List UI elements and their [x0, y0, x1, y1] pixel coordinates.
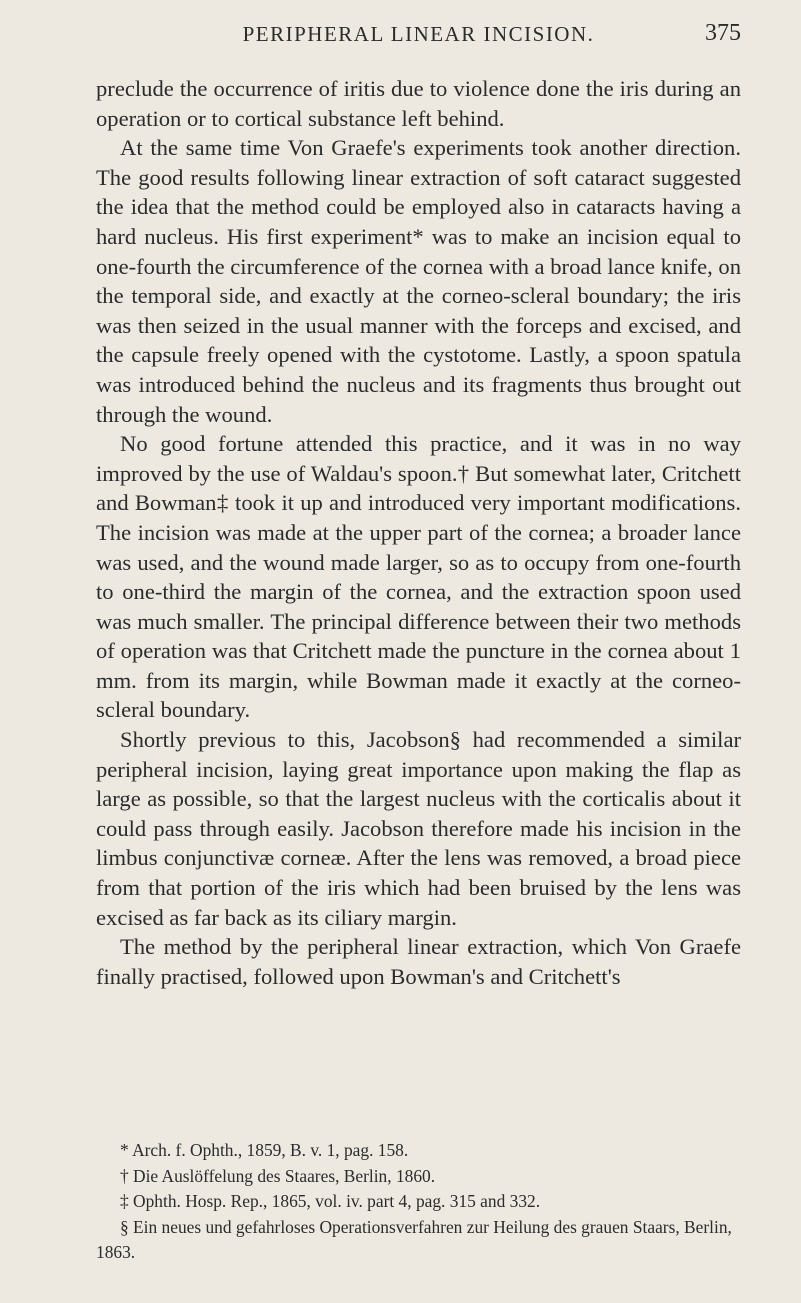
paragraph-critchett-bowman: No good fortune attended this practice, and it was in no way improved by the use of Waldau's spoon.† But somewhat later, Critchett and Bowman‡ took it up and introduced very important modifications. The incision was made at the upper part of the cornea; a broader lance was used, and the wound made larger, so as to occupy from one-fourth to one-third the margin of the cornea, and the extraction spoon used was much smaller. The principal difference between their two methods of operation was that Critchett made the puncture in the cornea about 1 mm. from its margin, while Bowman made it exactly at the corneo-scleral boundary.	[96, 431, 741, 723]
running-title: PERIPHERAL LINEAR INCISION.	[242, 22, 595, 46]
body-text	[96, 74, 741, 991]
paragraph-jacobson: Shortly previous to this, Jacobson§ had recommended a similar peripheral incision, laying great importance upon making the flap as large as possible, so that the largest nucleus with the corticalis about it could pass through easily. Jacobson therefore made his incision in the limbus conjunctivæ corneæ. After the lens was removed, a broad piece from that portion of the iris which had been bruised by the lens was excised as far back as its ciliary margin.	[96, 727, 741, 930]
page-number: 375	[705, 20, 741, 46]
paragraph-continuation: preclude the occurrence of iritis due to violence done the iris during an operation or to cortical substance left behind.	[96, 76, 741, 131]
running-header	[96, 20, 741, 54]
paragraph-von-graefe: At the same time Von Graefe's experiments took another direction. The good results following linear extraction of soft cataract suggested the idea that the method could be employed also in cataracts having a hard nucleus. His first experiment* was to make an incision equal to one-fourth the circumference of the cornea with a broad lance knife, on the temporal side, and exactly at the corneo-scleral boundary; the iris was then seized in the usual manner with the forceps and excised, and the capsule freely opened with the cystotome. Lastly, a spoon spatula was introduced behind the nucleus and its fragments thus brought out through the wound.	[96, 135, 741, 427]
footnote-4: § Ein neues und gefahrloses Operationsverfahren zur Heilung des grauen Staars, Berlin, 1863.	[96, 1216, 732, 1262]
footnote-2: † Die Auslöffelung des Staares, Berlin, 1860.	[120, 1165, 436, 1186]
footnotes	[96, 1138, 741, 1266]
paragraph-peripheral-linear: The method by the peripheral linear extraction, which Von Graefe finally practised, followed upon Bowman's and Critchett's	[96, 934, 741, 989]
footnote-1: * Arch. f. Ophth., 1859, B. v. 1, pag. 158.	[120, 1140, 409, 1160]
footnote-3: ‡ Ophth. Hosp. Rep., 1865, vol. iv. part 4, pag. 315 and 332.	[120, 1191, 541, 1211]
